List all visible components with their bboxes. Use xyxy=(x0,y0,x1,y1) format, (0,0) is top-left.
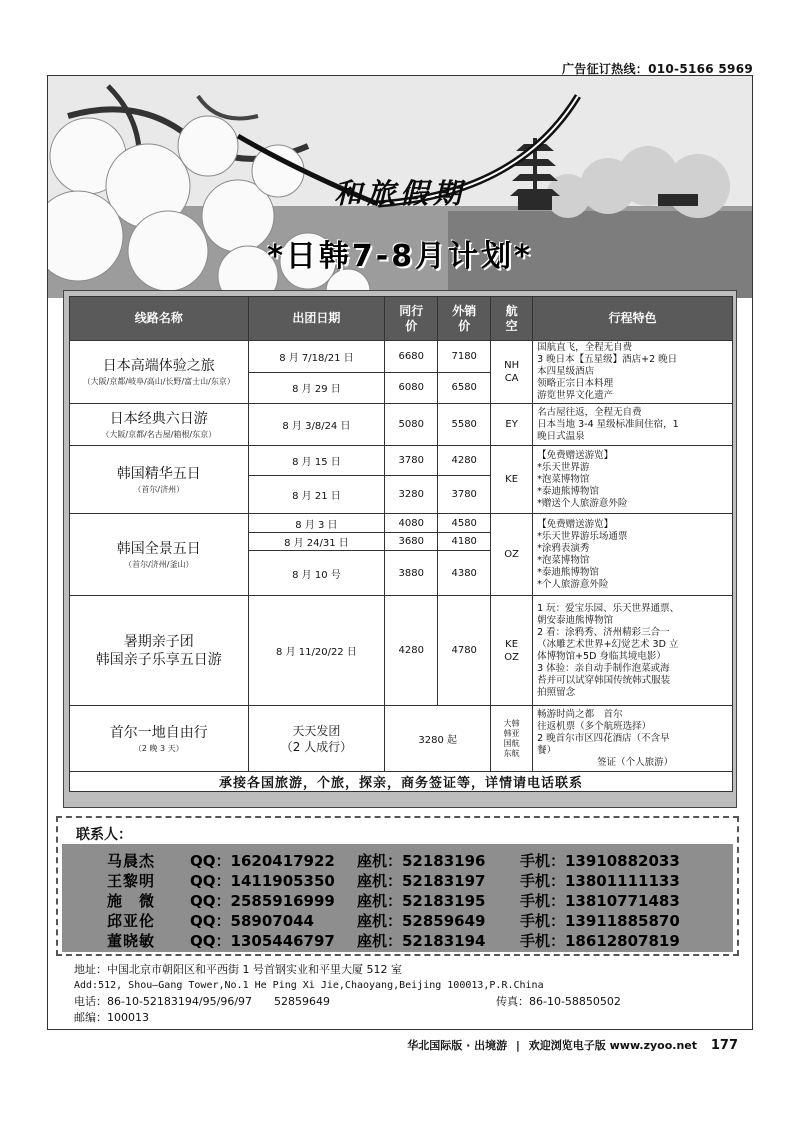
table-row xyxy=(70,446,733,476)
route-name-cell: 韩国全景五日 （首尔/济州/釜山） xyxy=(70,514,249,596)
contact-mobile: 手机：13801111133 xyxy=(520,872,680,890)
promo-link[interactable]: 欢迎浏览电子版 www.zyoo.net xyxy=(528,1039,698,1052)
header-features: 行程特色 xyxy=(533,297,733,341)
banner xyxy=(48,76,752,298)
contact-name: 董晓敏 xyxy=(107,932,156,950)
page-footer xyxy=(407,1037,738,1053)
contact-row xyxy=(62,850,733,871)
header-route: 线路名称 xyxy=(70,297,249,341)
route-features: 名古屋往返，全程无自费 日本当地 3-4 星级标准间住宿，1 晚日式温泉 xyxy=(533,404,733,446)
contact-name: 施 微 xyxy=(107,892,156,910)
route-name-cell: 首尔一地自由行 （2 晚 3 天） xyxy=(70,706,249,772)
contact-landline: 座机：52183195 xyxy=(357,892,486,910)
address-cn: 地址：中国北京市朝阳区和平西街 1 号首钢实业和平里大厦 512 室 xyxy=(74,963,402,976)
contacts-heading: 联系人： xyxy=(72,824,136,844)
retail-price: 3780 xyxy=(438,476,491,514)
contacts-list xyxy=(62,844,733,952)
airline-code: EY xyxy=(491,404,533,446)
table-row xyxy=(70,404,733,446)
retail-price: 4380 xyxy=(438,551,491,596)
table-row xyxy=(70,514,733,533)
retail-price: 4280 xyxy=(438,446,491,476)
retail-price: 4780 xyxy=(438,596,491,706)
airline-code: NH CA xyxy=(491,341,533,404)
banner-subtitle: *日韩7-8月计划* xyxy=(267,239,533,274)
contact-landline: 座机：52183194 xyxy=(357,932,486,950)
contact-qq: QQ：1305446797 xyxy=(190,932,335,950)
contact-row xyxy=(62,870,733,891)
depart-date: 8 月 3 日 xyxy=(248,514,385,533)
airline-code: OZ xyxy=(491,514,533,596)
retail-price: 6580 xyxy=(438,372,491,404)
route-name-cell: 日本高端体验之旅 （大阪/京都/岐阜/高山/长野/富士山/东京） xyxy=(70,341,249,404)
route-name-cell: 韩国精华五日 （首尔/济州） xyxy=(70,446,249,514)
depart-date: 8 月 3/8/24 日 xyxy=(248,404,385,446)
table-row xyxy=(70,706,733,772)
contact-mobile: 手机：13810771483 xyxy=(520,892,680,910)
peer-price: 4080 xyxy=(385,514,438,533)
table-footer-note: 承接各国旅游，个旅，探亲，商务签证等，详情请电话联系 xyxy=(70,772,733,792)
contact-name: 王黎明 xyxy=(107,872,156,890)
footer-divider: | xyxy=(515,1039,520,1052)
route-features: 畅游时尚之都 首尔 往返机票（多个航班选择） 2 晚首尔市区四花酒店（不含早 餐） 签证（个人旅游） xyxy=(533,706,733,772)
tour-plan-table xyxy=(63,290,737,808)
peer-price: 3880 xyxy=(385,551,438,596)
depart-date: 天天发团 （2 人成行） xyxy=(248,706,385,772)
contact-name: 马晨杰 xyxy=(107,852,156,870)
address-postcode: 邮编：100013 xyxy=(74,1011,149,1024)
route-name-cell: 暑期亲子团 韩国亲子乐享五日游 xyxy=(70,596,249,706)
ad-hotline: 广告征订热线：010-5166 5969 xyxy=(561,62,753,76)
contact-row xyxy=(62,910,733,931)
page-number: 177 xyxy=(710,1038,738,1053)
table-row xyxy=(70,341,733,373)
contact-qq: QQ：1620417922 xyxy=(190,852,335,870)
route-features: 1 玩：爱宝乐园、乐天世界通票、 朝安泰迪熊博物馆 2 看：涂鸦秀、济州精彩三合一 （冰雕艺术世界+幻觉艺术 3D 立 体博物馆+5D 身临其境电影） 3 体验：亲自动手制作泡菜或海 苔并可以试穿韩国传统韩式服装 拍照留念 xyxy=(533,596,733,706)
route-name-cell: 日本经典六日游 （大阪/京都/名古屋/箱根/东京） xyxy=(70,404,249,446)
airline-code: KE xyxy=(491,446,533,514)
address-en: Add:512, Shou—Gang Tower,No.1 He Ping Xi Jie,Chaoyang,Beijing 100013,P.R.China xyxy=(74,980,544,991)
table-footer-row xyxy=(70,772,733,792)
contact-qq: QQ：58907044 xyxy=(190,912,314,930)
header-date: 出团日期 xyxy=(248,297,385,341)
retail-price: 4580 xyxy=(438,514,491,533)
peer-price: 5080 xyxy=(385,404,438,446)
retail-price: 4180 xyxy=(438,533,491,551)
contact-landline: 座机：52183197 xyxy=(357,872,486,890)
contact-mobile: 手机：18612807819 xyxy=(520,932,680,950)
header-retail-price: 外销 价 xyxy=(438,297,491,341)
retail-price: 7180 xyxy=(438,341,491,373)
banner-title: 和旅假期 xyxy=(333,177,466,210)
peer-price: 6080 xyxy=(385,372,438,404)
contact-mobile: 手机：13911885870 xyxy=(520,912,680,930)
depart-date: 8 月 29 日 xyxy=(248,372,385,404)
depart-date: 8 月 21 日 xyxy=(248,476,385,514)
peer-price: 6680 xyxy=(385,341,438,373)
route-features: 【免费赠送游览】 *乐天世界游乐场通票 *涂鸦表演秀 *泡菜博物馆 *泰迪熊博物馆 *个人旅游意外险 xyxy=(533,514,733,596)
contacts-panel xyxy=(56,816,739,956)
peer-price: 3280 xyxy=(385,476,438,514)
route-features: 【免费赠送游览】 *乐天世界游 *泡菜博物馆 *泰迪熊博物馆 *赠送个人旅游意外险 xyxy=(533,446,733,514)
peer-price: 4280 xyxy=(385,596,438,706)
table-header-row xyxy=(70,297,733,341)
depart-date: 8 月 10 号 xyxy=(248,551,385,596)
header-airline: 航 空 xyxy=(491,297,533,341)
contact-mobile: 手机：13910882033 xyxy=(520,852,680,870)
contact-landline: 座机：52183196 xyxy=(357,852,486,870)
edition-label: 华北国际版 · 出境游 xyxy=(407,1039,508,1052)
contact-row xyxy=(62,930,733,951)
contact-qq: QQ：1411905350 xyxy=(190,872,335,890)
header-peer-price: 同行 价 xyxy=(385,297,438,341)
contact-qq: QQ：2585916999 xyxy=(190,892,335,910)
depart-date: 8 月 24/31 日 xyxy=(248,533,385,551)
contact-name: 邱亚伦 xyxy=(107,912,156,930)
depart-date: 8 月 7/18/21 日 xyxy=(248,341,385,373)
retail-price: 5580 xyxy=(438,404,491,446)
address-fax: 传真：86-10-58850502 xyxy=(496,995,621,1008)
table-row xyxy=(70,596,733,706)
contact-landline: 座机：52859649 xyxy=(357,912,486,930)
package-price: 3280 起 xyxy=(385,706,491,772)
route-features: 国航直飞，全程无自费 3 晚日本【五星级】酒店+2 晚日 本四星级酒店 领略正宗日本料理 游览世界文化遗产 xyxy=(533,341,733,404)
airline-code: 大韩 韩亚 国航 东航 xyxy=(491,706,533,772)
peer-price: 3680 xyxy=(385,533,438,551)
depart-date: 8 月 15 日 xyxy=(248,446,385,476)
depart-date: 8 月 11/20/22 日 xyxy=(248,596,385,706)
peer-price: 3780 xyxy=(385,446,438,476)
contact-row xyxy=(62,890,733,911)
airline-code: KE OZ xyxy=(491,596,533,706)
address-phone: 电话：86-10-52183194/95/96/97 52859649 xyxy=(74,995,331,1008)
